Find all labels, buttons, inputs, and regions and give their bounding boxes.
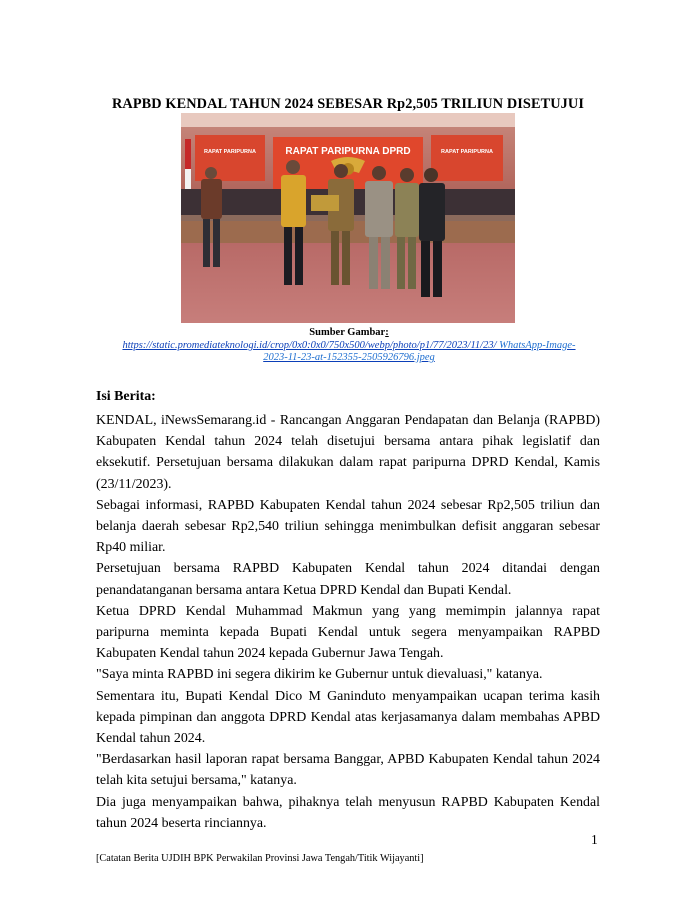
caption-source-link[interactable]: https://static.promediateknologi.id/crop/0x0:0x0/750x500/webp/photo/p1/77/2023/11/23/ WhatsApp-Image- 2023-11-23-at-152355-2505926796.jpeg (122, 339, 576, 363)
banner-left-text: RAPAT PARIPURNA (204, 149, 256, 155)
banner-title-text: RAPAT PARIPURNA DPRD (285, 146, 411, 157)
article-title: RAPBD KENDAL TAHUN 2024 SEBESAR Rp2,505 TRILIUN DISETUJUI (111, 96, 585, 112)
article-photo (181, 113, 515, 323)
section-heading: Isi Berita: (96, 389, 156, 404)
article-content (96, 388, 600, 834)
paragraph-7: "Berdasarkan hasil laporan rapat bersama Banggar, APBD Kabupaten Kendal tahun 2024 telah kita setujui bersama," katanya. (96, 752, 600, 789)
caption-label: Sumber Gambar: (309, 327, 389, 338)
paragraph-5: "Saya minta RAPBD ini segera dikirim ke Gubernur untuk dievaluasi," katanya. (96, 667, 543, 683)
paragraph-3: Persetujuan bersama RAPBD Kabupaten Kendal tahun 2024 ditandai dengan penandatanganan bersama antara Ketua DPRD Kendal dan Bupati Kendal. (96, 561, 600, 598)
paragraph-2: Sebagai informasi, RAPBD Kabupaten Kendal tahun 2024 sebesar Rp2,505 triliun dan belanja daerah sebesar Rp2,540 triliun sehingga menimbulkan defisit anggaran sebesar Rp40 miliar. (96, 497, 600, 556)
paragraph-1: KENDAL, iNewsSemarang.id - Rancangan Anggaran Pendapatan dan Belanja (RAPBD) Kabupaten Kendal tahun 2024 telah disetujui bersama antara pihak legislatif dan eksekutif. Persetujuan bersama dilakukan dalam rapat paripurna DPRD Kendal, Kamis (23/11/2023). (96, 413, 600, 492)
paragraph-8: Dia juga menyampaikan bahwa, pihaknya telah menyusun RAPBD Kabupaten Kendal tahun 2024 beserta rinciannya. (96, 794, 600, 831)
paragraph-6: Sementara itu, Bupati Kendal Dico M Ganinduto menyampaikan ucapan terima kasih kepada pimpinan dan anggota DPRD Kendal atas kerjasamanya dalam membahas APBD Kendal tahun 2024. (96, 688, 600, 747)
page-footer: [Catatan Berita UJDIH BPK Perwakilan Provinsi Jawa Tengah/Titik Wijayanti] (96, 853, 424, 864)
banner-right-text: RAPAT PARIPURNA (441, 149, 493, 155)
photo-caption (96, 327, 602, 365)
paragraph-4: Ketua DPRD Kendal Muhammad Makmun yang yang memimpin jalannya rapat paripurna meminta kepada Bupati Kendal untuk segera menyampaikan RAPBD Kabupaten Kendal tahun 2024 kepada Gubernur Jawa Tengah. (96, 603, 600, 662)
page-number: 1 (591, 832, 598, 847)
